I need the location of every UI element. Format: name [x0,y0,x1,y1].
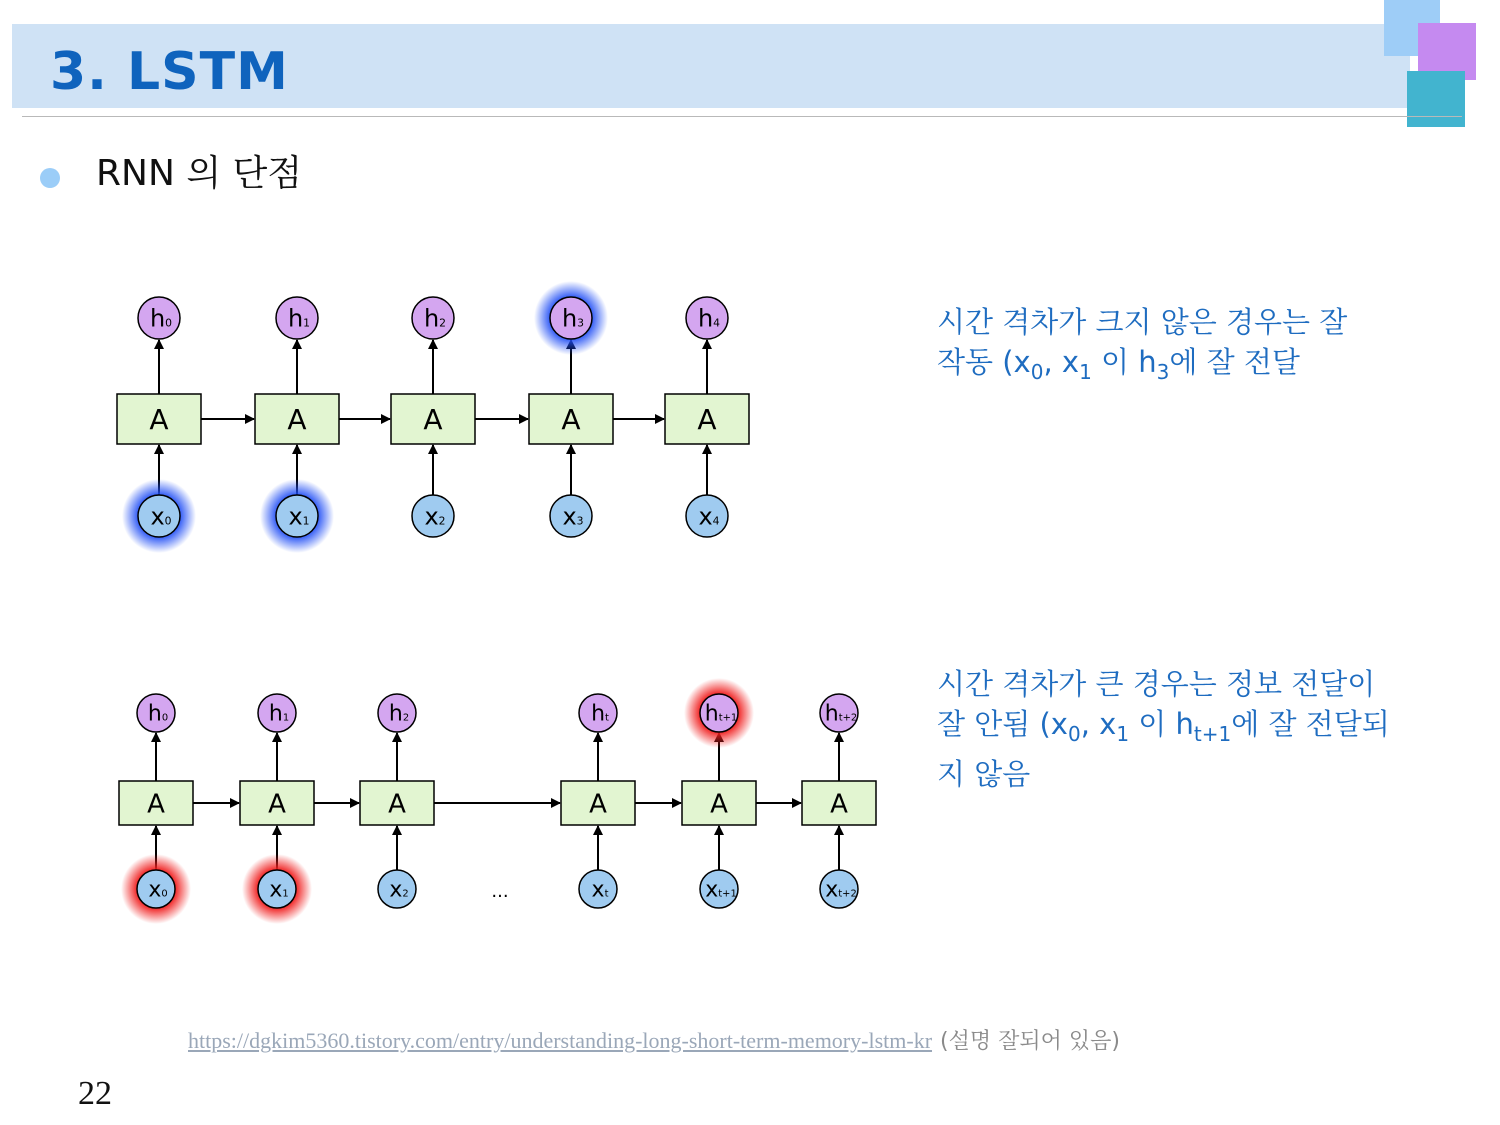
input-node-x0 [121,854,191,924]
output-label: ht [591,701,609,727]
slide-title: 3. LSTM [50,42,289,102]
output-label: h4 [697,304,721,333]
bullet-text: RNN 의 단점 [96,153,303,194]
rnn-cell [117,394,201,444]
cell-label: A [287,403,307,437]
note-short-gap-line2: 작동 ($x_0$, $x_1$ 이 $h_3$에 잘 전달 [937,345,1300,384]
output-node-h2 [412,297,454,339]
note-long-gap-line2: 잘 안됨 ($x_0$, $x_1$ 이 $h_{t+1}$에 잘 전달되 [937,707,1390,746]
cell-label: A [149,403,169,437]
rnn-diagram-long-gap [100,670,900,930]
input-label: xt+2 [825,877,857,903]
input-label: x1 [269,877,289,903]
input-node-x1 [260,479,334,553]
output-node-h2 [378,694,416,732]
rnn-cell [802,781,876,825]
input-node-x1 [242,854,312,924]
note-long-gap-line3: 지 않음 [937,756,1031,791]
reference [188,1024,1120,1055]
reference-note: (설명 잘되어 있음) [940,1029,1120,1054]
output-node-h4 [686,297,728,339]
input-label: xt+1 [705,877,737,903]
output-node-h0 [138,297,180,339]
reference-link[interactable]: https://dgkim5360.tistory.com/entry/understanding-long-short-term-memory-lstm-kr [188,1028,933,1053]
output-label: h1 [287,304,311,333]
output-label: h2 [388,701,410,727]
bullet-dot-icon [40,168,60,188]
input-node-x3 [550,495,592,537]
rnn-cell [255,394,339,444]
output-node-h1 [276,297,318,339]
input-node-x2 [412,495,454,537]
decor-square-teal [1407,71,1465,127]
input-label: x1 [288,502,310,531]
output-node-h3 [534,281,608,355]
output-node-ht+1 [684,678,754,748]
rnn-cell [360,781,434,825]
output-label: ht+2 [824,701,858,727]
output-label: ht+1 [704,701,738,727]
rnn-cell [561,781,635,825]
input-node-xt [579,870,617,908]
rnn-cell [119,781,193,825]
input-label: x0 [150,502,172,531]
output-node-ht+2 [820,694,858,732]
input-label: x2 [424,502,446,531]
cell-label: A [268,789,286,820]
output-label: h0 [149,304,173,333]
rnn-cell [391,394,475,444]
output-label: h2 [423,304,447,333]
input-label: x3 [562,502,584,531]
input-label: x0 [148,877,168,903]
page-number: 22 [78,1075,112,1112]
input-node-xt+1 [700,870,738,908]
cell-label: A [589,789,607,820]
rnn-cell [682,781,756,825]
output-label: h3 [561,304,585,333]
cell-label: A [697,403,717,437]
input-node-x4 [686,495,728,537]
cell-label: A [830,789,848,820]
ellipsis: ... [491,881,509,902]
cell-label: A [561,403,581,437]
cell-label: A [388,789,406,820]
cell-label: A [147,789,165,820]
note-short-gap [937,302,1457,392]
output-label: h0 [147,701,169,727]
note-short-gap-line1: 시간 격차가 크지 않은 경우는 잘 [937,305,1348,339]
output-node-h1 [258,694,296,732]
input-label: x4 [698,502,720,531]
rnn-cell [240,781,314,825]
note-long-gap-line1: 시간 격차가 큰 경우는 정보 전달이 [937,667,1376,701]
output-node-ht [579,694,617,732]
title-divider [22,116,1462,117]
rnn-cell [529,394,613,444]
note-long-gap [937,664,1477,794]
input-node-x0 [122,479,196,553]
cell-label: A [423,403,443,437]
rnn-cell [665,394,749,444]
input-label: xt [591,877,609,903]
input-node-x2 [378,870,416,908]
rnn-diagram-short-gap [100,270,800,570]
cell-label: A [710,789,728,820]
output-node-h0 [137,694,175,732]
input-label: x2 [389,877,409,903]
input-node-xt+2 [820,870,858,908]
output-label: h1 [268,701,290,727]
